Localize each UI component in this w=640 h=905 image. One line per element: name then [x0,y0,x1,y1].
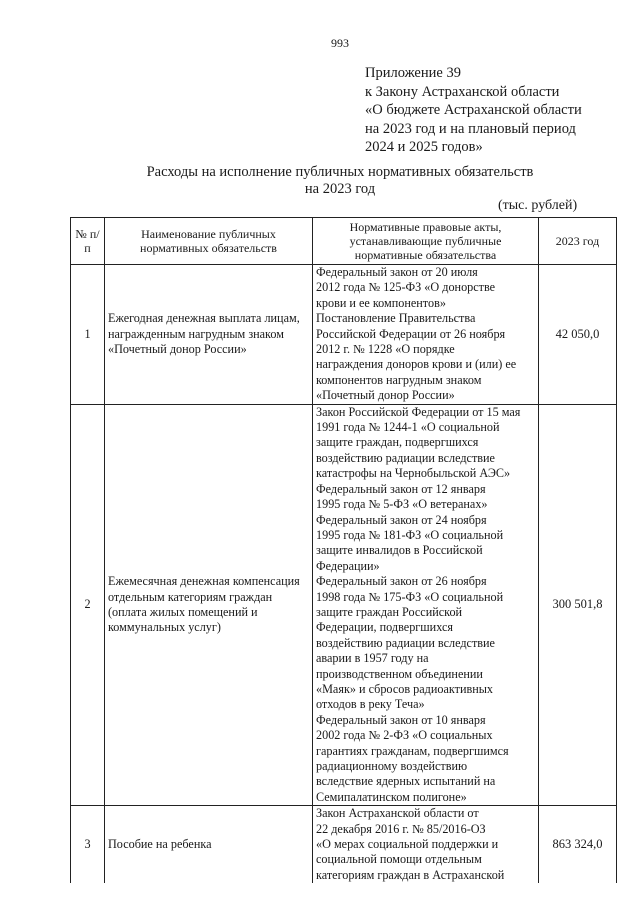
act-line: 2002 года № 2-ФЗ «О социальных [316,728,493,743]
act-line: «Маяк» и сбросов радиоактивных [316,681,494,696]
row-num: 2 [71,404,105,806]
act-line: Федеральный закон от 24 ноября [316,512,487,527]
act-line: Федеральный закон от 20 июля [316,265,478,279]
document-title-line-1: Расходы на исполнение публичных нормативных обязательств [146,164,534,180]
act-line: категориям граждан в Астраханской [316,867,505,882]
act-line: защите инвалидов в Российской [316,543,483,558]
table-row [71,265,617,405]
header-num: № п/п [71,218,105,265]
row-acts [313,265,539,405]
act-line: воздействию радиации вследствие [316,450,495,465]
header-acts: Нормативные правовые акты, устанавливающие публичные нормативные обязательства [313,218,539,265]
act-line: производственном объединении [316,666,483,681]
act-line: компонентов нагрудным знаком [316,372,482,387]
row-acts [313,806,539,884]
act-line: 2012 г. № 1228 «О порядке [316,342,455,357]
row-amount: 42 050,0 [539,265,617,405]
appendix-header [365,64,582,157]
act-line: крови и ее компонентов» [316,295,446,310]
act-line: 22 декабря 2016 г. № 85/2016-ОЗ [316,821,486,836]
act-line: аварии в 1957 году на [316,651,429,666]
act-line: Федеральный закон от 26 ноября [316,574,487,589]
act-line: Российской Федерации от 26 ноября [316,326,506,341]
act-line: Федерации» [316,558,380,573]
act-line: Федеральный закон от 12 января [316,481,486,496]
row-acts [313,404,539,806]
row-num: 3 [71,806,105,884]
act-line: радиационному воздействию [316,759,468,773]
appendix-line: Приложение 39 [365,65,461,81]
row-amount: 300 501,8 [539,404,617,806]
act-line: Федеральный закон от 10 января [316,712,486,727]
act-line: воздействию радиации вследствие [316,635,495,650]
act-line: защите граждан Российской [316,604,463,619]
appendix-line: 2024 и 2025 годов» [365,139,483,155]
act-line: 1998 года № 175-ФЗ «О социальной [316,589,504,604]
act-line: вследствие ядерных испытаний на [316,774,496,789]
row-name: Ежемесячная денежная компенсация отдельным категориям граждан (оплата жилых помещений и коммунальных услуг) [105,404,313,806]
act-line: Закон Астраханской области от [316,806,479,821]
act-line: гарантиях гражданам, подвергшимся [316,743,509,758]
act-line: отходов в реку Теча» [316,697,425,712]
act-line: Федерации, подвергшихся [316,620,453,635]
act-line: социальной помощи отдельным [316,852,482,867]
appendix-line: на 2023 год и на плановый период [365,120,576,137]
appendix-line: «О бюджете Астраханской области [365,102,582,118]
document-title-line-2: на 2023 год [304,181,376,197]
row-name: Пособие на ребенка [105,806,313,884]
row-num: 1 [71,265,105,405]
units-label: (тыс. рублей) [498,198,578,213]
act-line: 1995 года № 181-ФЗ «О социальной [316,527,504,542]
act-line: катастрофы на Чернобыльской АЭС» [316,466,511,481]
act-line: 2012 года № 125-ФЗ «О донорстве [316,280,496,295]
appendix-line: к Закону Астраханской области [365,83,560,100]
page-number: 993 [331,36,349,50]
act-line: Постановление Правительства [316,311,476,326]
row-amount: 863 324,0 [539,806,617,884]
act-line: Закон Российской Федерации от 15 мая [316,404,521,419]
header-amount: 2023 год [539,218,617,265]
table-header-row [71,218,617,265]
act-line: 1995 года № 5-ФЗ «О ветеранах» [316,497,488,512]
act-line: «О мерах социальной поддержки и [316,837,499,852]
obligations-table [70,217,617,883]
act-line: «Почетный донор России» [316,388,455,403]
act-line: награждения доноров крови и (или) ее [316,357,517,372]
row-name: Ежегодная денежная выплата лицам, награжденным нагрудным знаком «Почетный донор России» [105,265,313,405]
act-line: Семипалатинском полигоне» [316,789,467,804]
act-line: защите граждан, подвергшихся [316,435,479,450]
header-name: Наименование публичных нормативных обязательств [105,218,313,265]
document-title [90,164,590,198]
act-line: 1991 года № 1244-1 «О социальной [316,420,500,435]
table-row [71,806,617,884]
table-row [71,404,617,806]
